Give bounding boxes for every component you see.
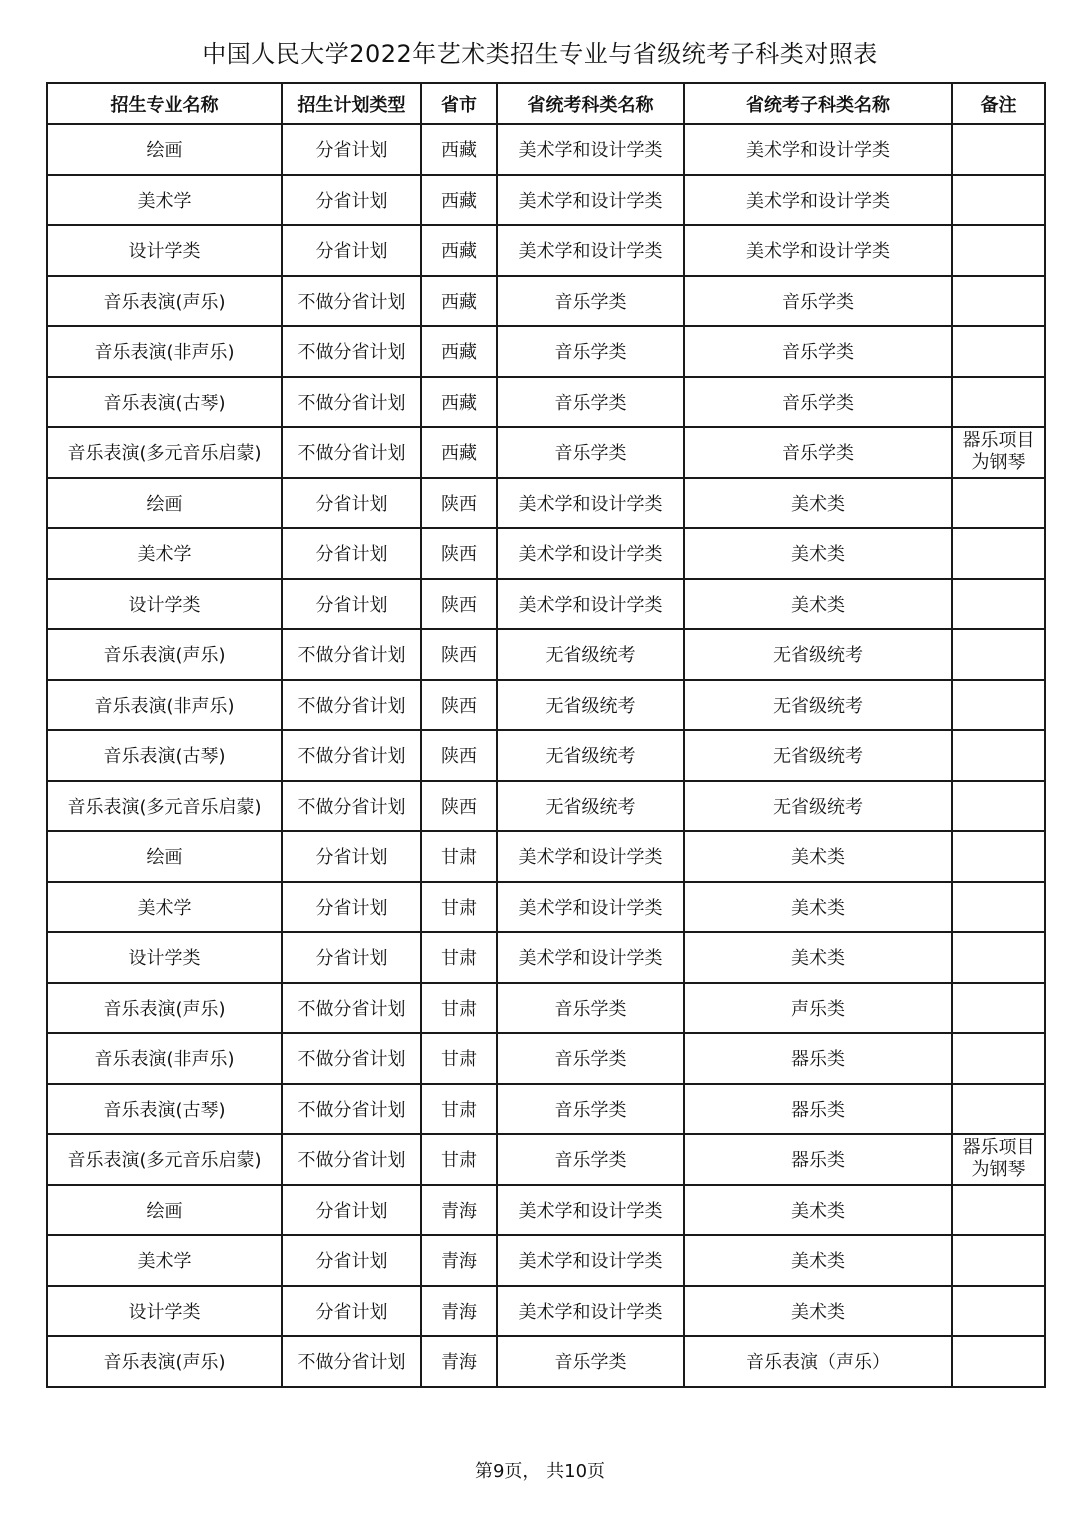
cell-province: 甘肃 (421, 1134, 497, 1185)
cell-remarks: 器乐项目为钢琴 (952, 427, 1045, 478)
cell-province: 陕西 (421, 528, 497, 579)
cell-province: 青海 (421, 1185, 497, 1236)
cell-remarks (952, 1235, 1045, 1286)
cell-plan-type: 分省计划 (282, 225, 421, 276)
cell-province: 陕西 (421, 579, 497, 630)
cell-exam-category: 音乐学类 (497, 1084, 684, 1135)
cell-exam-category: 美术学和设计学类 (497, 1185, 684, 1236)
cell-major-name: 音乐表演(多元音乐启蒙) (47, 427, 282, 478)
table-row (47, 882, 1045, 933)
cell-exam-category: 美术学和设计学类 (497, 932, 684, 983)
cell-exam-subcategory: 美术类 (684, 478, 952, 529)
cell-plan-type: 不做分省计划 (282, 1033, 421, 1084)
cell-province: 陕西 (421, 629, 497, 680)
cell-exam-subcategory: 无省级统考 (684, 730, 952, 781)
cell-exam-subcategory: 美术类 (684, 579, 952, 630)
cell-remarks: 器乐项目为钢琴 (952, 1134, 1045, 1185)
cell-plan-type: 不做分省计划 (282, 1084, 421, 1135)
cell-exam-category: 美术学和设计学类 (497, 528, 684, 579)
cell-exam-category: 音乐学类 (497, 276, 684, 327)
cell-province: 西藏 (421, 326, 497, 377)
cell-exam-subcategory: 音乐学类 (684, 276, 952, 327)
cell-major-name: 音乐表演(非声乐) (47, 326, 282, 377)
table-row (47, 124, 1045, 175)
cell-exam-category: 音乐学类 (497, 1134, 684, 1185)
cell-major-name: 音乐表演(多元音乐启蒙) (47, 1134, 282, 1185)
cell-province: 青海 (421, 1336, 497, 1387)
cell-major-name: 音乐表演(古琴) (47, 1084, 282, 1135)
table-row (47, 629, 1045, 680)
cell-major-name: 设计学类 (47, 932, 282, 983)
cell-remarks (952, 781, 1045, 832)
cell-exam-category: 美术学和设计学类 (497, 831, 684, 882)
table-row (47, 1134, 1045, 1185)
cell-exam-subcategory: 无省级统考 (684, 680, 952, 731)
cell-remarks (952, 175, 1045, 226)
cell-exam-category: 美术学和设计学类 (497, 175, 684, 226)
cell-exam-subcategory: 音乐学类 (684, 326, 952, 377)
table-row (47, 1286, 1045, 1337)
cell-exam-category: 音乐学类 (497, 326, 684, 377)
cell-remarks (952, 730, 1045, 781)
cell-remarks (952, 983, 1045, 1034)
cell-exam-subcategory: 美术类 (684, 831, 952, 882)
cell-exam-subcategory: 美术类 (684, 1286, 952, 1337)
cell-province: 甘肃 (421, 882, 497, 933)
table-row (47, 781, 1045, 832)
cell-major-name: 绘画 (47, 478, 282, 529)
cell-plan-type: 不做分省计划 (282, 377, 421, 428)
cell-major-name: 音乐表演(非声乐) (47, 1033, 282, 1084)
cell-plan-type: 不做分省计划 (282, 1134, 421, 1185)
cell-major-name: 美术学 (47, 175, 282, 226)
cell-remarks (952, 882, 1045, 933)
cell-plan-type: 分省计划 (282, 124, 421, 175)
cell-remarks (952, 124, 1045, 175)
comparison-table (46, 82, 1046, 1388)
table-row (47, 326, 1045, 377)
table-row (47, 680, 1045, 731)
cell-province: 甘肃 (421, 983, 497, 1034)
cell-exam-subcategory: 美术类 (684, 882, 952, 933)
cell-remarks (952, 831, 1045, 882)
cell-exam-subcategory: 音乐表演（声乐） (684, 1336, 952, 1387)
cell-exam-category: 无省级统考 (497, 781, 684, 832)
header-province: 省市 (421, 83, 497, 124)
cell-exam-category: 美术学和设计学类 (497, 882, 684, 933)
cell-exam-subcategory: 无省级统考 (684, 629, 952, 680)
table-row (47, 478, 1045, 529)
table-row (47, 175, 1045, 226)
table-row (47, 983, 1045, 1034)
cell-remarks (952, 579, 1045, 630)
cell-exam-subcategory: 美术学和设计学类 (684, 175, 952, 226)
cell-exam-subcategory: 美术类 (684, 1185, 952, 1236)
cell-major-name: 设计学类 (47, 579, 282, 630)
cell-plan-type: 不做分省计划 (282, 1336, 421, 1387)
cell-exam-category: 无省级统考 (497, 680, 684, 731)
cell-exam-subcategory: 美术类 (684, 932, 952, 983)
cell-exam-category: 音乐学类 (497, 1033, 684, 1084)
cell-plan-type: 分省计划 (282, 882, 421, 933)
cell-exam-subcategory: 美术学和设计学类 (684, 225, 952, 276)
cell-exam-category: 音乐学类 (497, 1336, 684, 1387)
cell-exam-category: 美术学和设计学类 (497, 225, 684, 276)
cell-major-name: 绘画 (47, 1185, 282, 1236)
cell-province: 陕西 (421, 730, 497, 781)
table-row (47, 276, 1045, 327)
table-row (47, 1033, 1045, 1084)
cell-exam-category: 美术学和设计学类 (497, 1286, 684, 1337)
cell-province: 甘肃 (421, 1033, 497, 1084)
cell-province: 西藏 (421, 276, 497, 327)
header-exam-subcategory: 省统考子科类名称 (684, 83, 952, 124)
cell-major-name: 设计学类 (47, 1286, 282, 1337)
cell-exam-category: 音乐学类 (497, 983, 684, 1034)
cell-exam-subcategory: 声乐类 (684, 983, 952, 1034)
cell-province: 陕西 (421, 680, 497, 731)
cell-exam-category: 无省级统考 (497, 629, 684, 680)
cell-remarks (952, 932, 1045, 983)
cell-exam-subcategory: 美术类 (684, 528, 952, 579)
page-title: 中国人民大学2022年艺术类招生专业与省级统考子科类对照表 (202, 40, 878, 68)
cell-remarks (952, 276, 1045, 327)
cell-province: 西藏 (421, 124, 497, 175)
cell-exam-category: 无省级统考 (497, 730, 684, 781)
cell-province: 青海 (421, 1235, 497, 1286)
cell-plan-type: 分省计划 (282, 831, 421, 882)
table-row (47, 1084, 1045, 1135)
cell-major-name: 音乐表演(古琴) (47, 377, 282, 428)
cell-exam-subcategory: 器乐类 (684, 1033, 952, 1084)
cell-remarks (952, 629, 1045, 680)
cell-province: 西藏 (421, 175, 497, 226)
page-number: 第9页， 共10页 (474, 1461, 606, 1482)
cell-exam-category: 美术学和设计学类 (497, 579, 684, 630)
table-row (47, 377, 1045, 428)
cell-exam-category: 美术学和设计学类 (497, 1235, 684, 1286)
cell-remarks (952, 478, 1045, 529)
cell-exam-subcategory: 器乐类 (684, 1084, 952, 1135)
cell-exam-subcategory: 无省级统考 (684, 781, 952, 832)
cell-exam-subcategory: 美术学和设计学类 (684, 124, 952, 175)
cell-province: 西藏 (421, 225, 497, 276)
cell-plan-type: 不做分省计划 (282, 427, 421, 478)
cell-major-name: 美术学 (47, 882, 282, 933)
cell-major-name: 音乐表演(声乐) (47, 983, 282, 1034)
table-row (47, 932, 1045, 983)
cell-major-name: 音乐表演(声乐) (47, 276, 282, 327)
cell-major-name: 音乐表演(非声乐) (47, 680, 282, 731)
cell-exam-category: 美术学和设计学类 (497, 478, 684, 529)
cell-remarks (952, 1336, 1045, 1387)
cell-major-name: 音乐表演(古琴) (47, 730, 282, 781)
cell-exam-category: 音乐学类 (497, 377, 684, 428)
cell-plan-type: 分省计划 (282, 528, 421, 579)
cell-major-name: 音乐表演(声乐) (47, 629, 282, 680)
cell-major-name: 设计学类 (47, 225, 282, 276)
table-row (47, 1235, 1045, 1286)
cell-plan-type: 不做分省计划 (282, 680, 421, 731)
cell-remarks (952, 680, 1045, 731)
cell-remarks (952, 225, 1045, 276)
cell-province: 甘肃 (421, 932, 497, 983)
cell-major-name: 音乐表演(多元音乐启蒙) (47, 781, 282, 832)
table-row (47, 528, 1045, 579)
cell-plan-type: 不做分省计划 (282, 983, 421, 1034)
cell-plan-type: 分省计划 (282, 1286, 421, 1337)
cell-plan-type: 分省计划 (282, 932, 421, 983)
cell-province: 甘肃 (421, 1084, 497, 1135)
cell-plan-type: 分省计划 (282, 1185, 421, 1236)
cell-exam-subcategory: 音乐学类 (684, 427, 952, 478)
cell-plan-type: 分省计划 (282, 1235, 421, 1286)
table-row (47, 730, 1045, 781)
cell-province: 西藏 (421, 427, 497, 478)
cell-plan-type: 不做分省计划 (282, 326, 421, 377)
cell-remarks (952, 528, 1045, 579)
table-row (47, 427, 1045, 478)
cell-remarks (952, 1084, 1045, 1135)
cell-plan-type: 不做分省计划 (282, 629, 421, 680)
table-body (47, 124, 1045, 1387)
cell-plan-type: 不做分省计划 (282, 781, 421, 832)
cell-major-name: 美术学 (47, 1235, 282, 1286)
cell-plan-type: 分省计划 (282, 478, 421, 529)
table-row (47, 225, 1045, 276)
cell-exam-category: 美术学和设计学类 (497, 124, 684, 175)
cell-major-name: 音乐表演(声乐) (47, 1336, 282, 1387)
cell-remarks (952, 377, 1045, 428)
cell-province: 陕西 (421, 781, 497, 832)
cell-province: 青海 (421, 1286, 497, 1337)
cell-plan-type: 分省计划 (282, 579, 421, 630)
cell-exam-subcategory: 美术类 (684, 1235, 952, 1286)
table-row (47, 1336, 1045, 1387)
cell-province: 陕西 (421, 478, 497, 529)
cell-exam-category: 音乐学类 (497, 427, 684, 478)
table-row (47, 831, 1045, 882)
cell-remarks (952, 1033, 1045, 1084)
cell-plan-type: 分省计划 (282, 175, 421, 226)
header-remarks: 备注 (952, 83, 1045, 124)
cell-remarks (952, 326, 1045, 377)
table-header-row (47, 83, 1045, 124)
cell-major-name: 绘画 (47, 124, 282, 175)
cell-province: 甘肃 (421, 831, 497, 882)
cell-exam-subcategory: 音乐学类 (684, 377, 952, 428)
cell-major-name: 美术学 (47, 528, 282, 579)
table-row (47, 1185, 1045, 1236)
table-row (47, 579, 1045, 630)
header-exam-category: 省统考科类名称 (497, 83, 684, 124)
cell-remarks (952, 1286, 1045, 1337)
cell-exam-subcategory: 器乐类 (684, 1134, 952, 1185)
cell-major-name: 绘画 (47, 831, 282, 882)
cell-plan-type: 不做分省计划 (282, 276, 421, 327)
header-plan-type: 招生计划类型 (282, 83, 421, 124)
cell-province: 西藏 (421, 377, 497, 428)
cell-remarks (952, 1185, 1045, 1236)
header-major-name: 招生专业名称 (47, 83, 282, 124)
cell-plan-type: 不做分省计划 (282, 730, 421, 781)
